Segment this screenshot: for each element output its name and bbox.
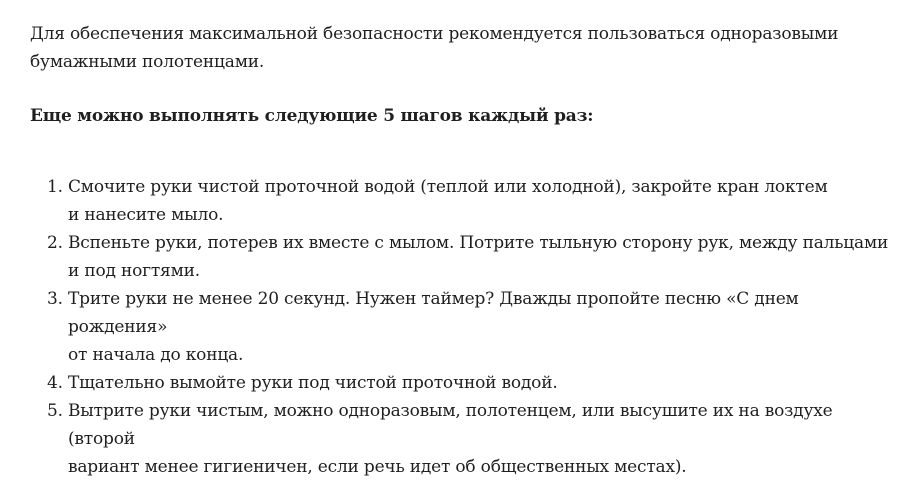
intro-line: бумажными полотенцами. — [30, 52, 265, 72]
step-item-3 — [68, 285, 890, 369]
step-text: от начала до конца. — [68, 345, 244, 365]
step-item-5 — [68, 397, 890, 481]
intro-paragraph — [30, 20, 890, 76]
step-text: и нанесите мыло. — [68, 205, 224, 225]
steps-heading: Еще можно выполнять следующие 5 шагов каждый раз: — [30, 106, 594, 126]
step-item-1 — [68, 173, 890, 229]
intro-line: Для обеспечения максимальной безопасности рекомендуется пользоваться одноразовыми — [30, 24, 839, 44]
step-text: 3. Трите руки не менее 20 секунд. Нужен таймер? Дважды пропойте песню «С днем рождения» — [68, 289, 799, 337]
step-text: 5. Вытрите руки чистым, можно одноразовым, полотенцем, или высушите их на воздухе (второй — [68, 401, 833, 449]
step-item-4 — [68, 369, 890, 397]
step-text: 4. Тщательно вымойте руки под чистой проточной водой. — [68, 373, 558, 393]
step-text: вариант менее гигиеничен, если речь идет об общественных местах). — [68, 457, 687, 477]
step-text: и под ногтями. — [68, 261, 200, 281]
step-text: 1. Смочите руки чистой проточной водой (теплой или холодной), закройте кран локтем — [68, 177, 828, 197]
steps-list — [30, 173, 890, 481]
step-text: 2. Вспеньте руки, потерев их вместе с мылом. Потрите тыльную сторону рук, между пальцами — [68, 233, 889, 253]
step-item-2 — [68, 229, 890, 285]
article-content — [30, 20, 890, 481]
